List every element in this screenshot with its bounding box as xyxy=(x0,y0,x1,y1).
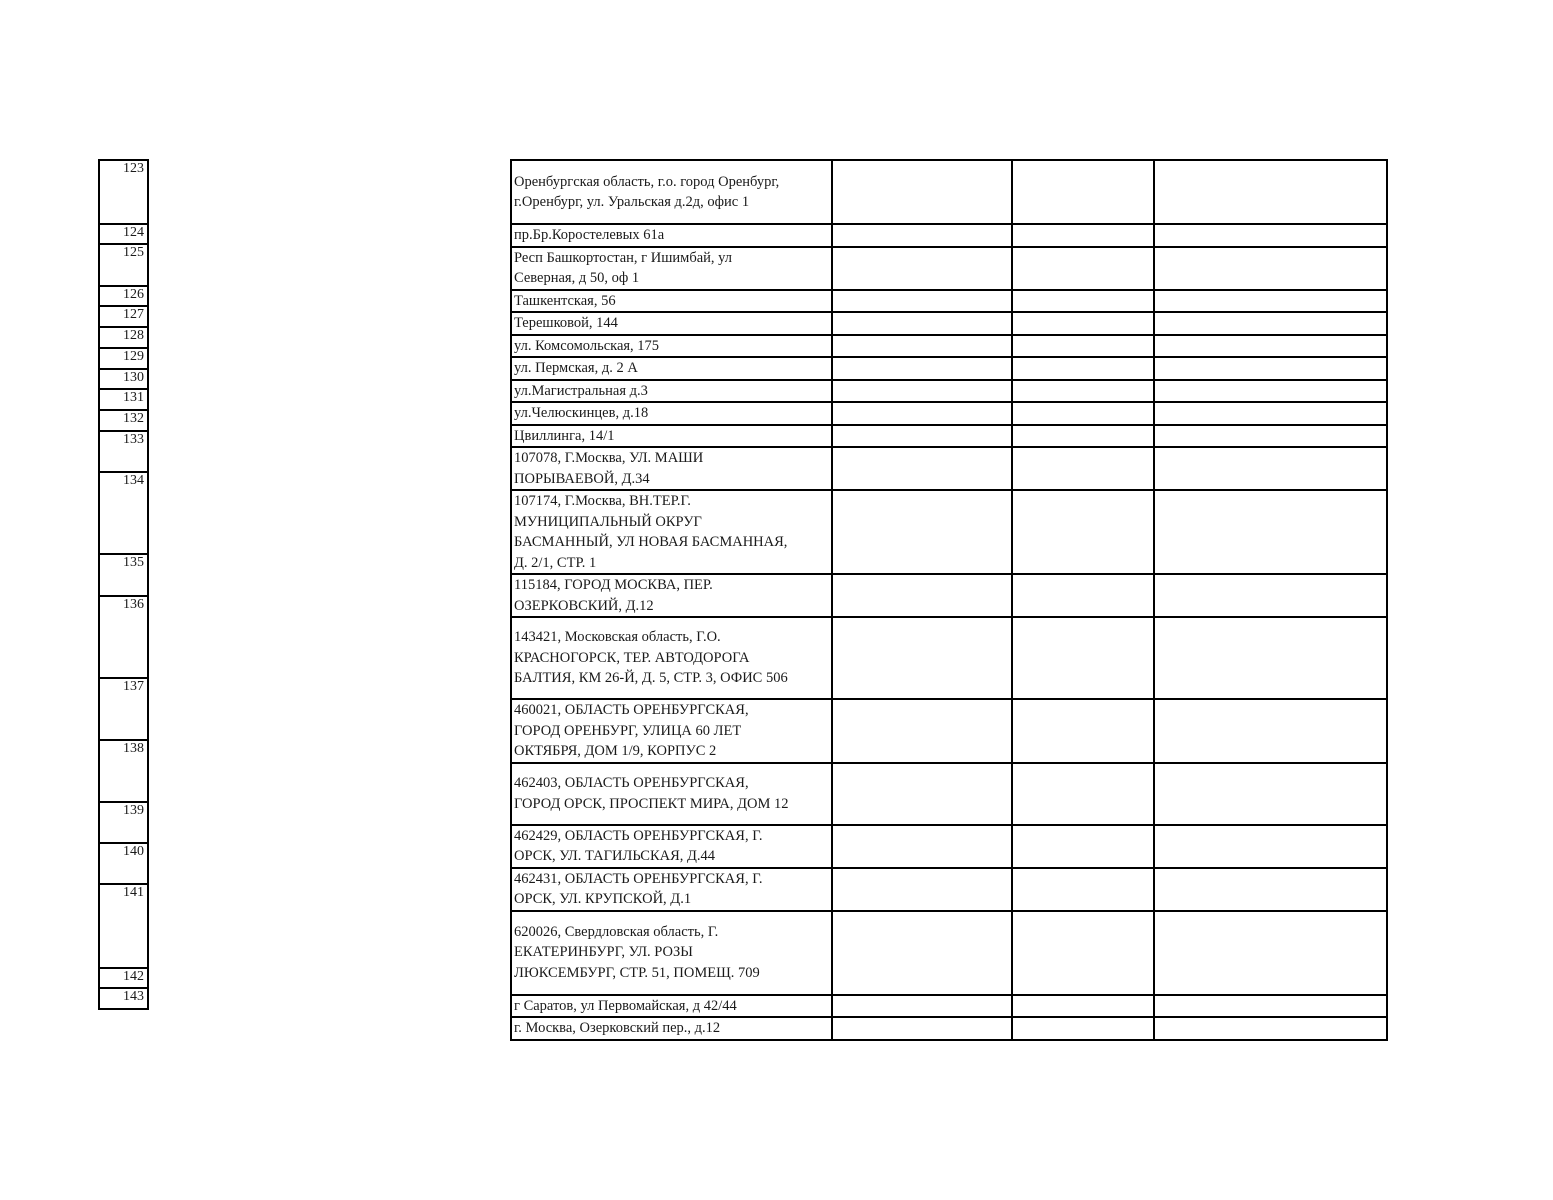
table-row xyxy=(511,868,1387,911)
empty-cell xyxy=(1154,825,1387,868)
address-cell: 620026, Свердловская область, Г. ЕКАТЕРИНБУРГ, УЛ. РОЗЫ ЛЮКСЕМБУРГ, СТР. 51, ПОМЕЩ. 709 xyxy=(511,911,832,995)
table-row xyxy=(511,224,1387,247)
empty-cell xyxy=(1154,617,1387,699)
empty-cell xyxy=(1012,447,1154,490)
empty-cell xyxy=(1012,425,1154,448)
empty-cell xyxy=(1012,699,1154,763)
empty-cell xyxy=(1154,402,1387,425)
empty-cell xyxy=(832,447,1012,490)
table-row xyxy=(511,574,1387,617)
empty-cell xyxy=(1154,699,1387,763)
empty-cell xyxy=(1012,402,1154,425)
address-cell: пр.Бр.Коростелевых 61а xyxy=(511,224,832,247)
table-row xyxy=(511,402,1387,425)
empty-cell xyxy=(832,490,1012,574)
address-cell: 107078, Г.Москва, УЛ. МАШИ ПОРЫВАЕВОЙ, Д.34 xyxy=(511,447,832,490)
empty-cell xyxy=(832,357,1012,380)
address-cell: 462429, ОБЛАСТЬ ОРЕНБУРГСКАЯ, Г. ОРСК, УЛ. ТАГИЛЬСКАЯ, Д.44 xyxy=(511,825,832,868)
table-row xyxy=(511,490,1387,574)
row-number: 131 xyxy=(99,389,148,410)
row-number: 126 xyxy=(99,286,148,306)
empty-cell xyxy=(832,763,1012,825)
address-table xyxy=(510,159,1388,1041)
empty-cell xyxy=(832,868,1012,911)
empty-cell xyxy=(1012,224,1154,247)
empty-cell xyxy=(832,224,1012,247)
table-row xyxy=(511,335,1387,358)
empty-cell xyxy=(832,617,1012,699)
row-number: 136 xyxy=(99,596,148,678)
empty-cell xyxy=(1154,224,1387,247)
empty-cell xyxy=(832,1017,1012,1040)
empty-cell xyxy=(832,699,1012,763)
empty-cell xyxy=(832,425,1012,448)
row-number: 138 xyxy=(99,740,148,802)
table-row xyxy=(511,357,1387,380)
empty-cell xyxy=(832,312,1012,335)
table-row xyxy=(511,247,1387,290)
row-number: 128 xyxy=(99,327,148,348)
empty-cell xyxy=(1012,312,1154,335)
address-cell: 460021, ОБЛАСТЬ ОРЕНБУРГСКАЯ, ГОРОД ОРЕНБУРГ, УЛИЦА 60 ЛЕТ ОКТЯБРЯ, ДОМ 1/9, КОРПУС 2 xyxy=(511,699,832,763)
empty-cell xyxy=(1154,247,1387,290)
empty-cell xyxy=(1012,1017,1154,1040)
table-row xyxy=(511,825,1387,868)
empty-cell xyxy=(1154,335,1387,358)
empty-cell xyxy=(1154,995,1387,1018)
empty-cell xyxy=(1012,574,1154,617)
table-row xyxy=(511,617,1387,699)
table-row xyxy=(511,160,1387,224)
address-cell: Оренбургская область, г.о. город Оренбург, г.Оренбург, ул. Уральская д.2д, офис 1 xyxy=(511,160,832,224)
empty-cell xyxy=(832,574,1012,617)
address-cell: 143421, Московская область, Г.О. КРАСНОГОРСК, ТЕР. АВТОДОРОГА БАЛТИЯ, КМ 26-Й, Д. 5, СТР. 3, ОФИС 506 xyxy=(511,617,832,699)
empty-cell xyxy=(832,160,1012,224)
table-row xyxy=(511,425,1387,448)
table-row xyxy=(511,447,1387,490)
empty-cell xyxy=(1012,335,1154,358)
row-number: 135 xyxy=(99,554,148,596)
empty-cell xyxy=(1154,290,1387,313)
empty-cell xyxy=(1012,380,1154,403)
empty-cell xyxy=(1154,312,1387,335)
row-number: 124 xyxy=(99,224,148,244)
empty-cell xyxy=(1012,825,1154,868)
empty-cell xyxy=(1154,447,1387,490)
table-row xyxy=(511,1017,1387,1040)
row-number: 130 xyxy=(99,369,148,389)
table-row xyxy=(511,380,1387,403)
empty-cell xyxy=(1154,380,1387,403)
address-cell: Терешковой, 144 xyxy=(511,312,832,335)
address-cell: Цвиллинга, 14/1 xyxy=(511,425,832,448)
address-cell: 462403, ОБЛАСТЬ ОРЕНБУРГСКАЯ, ГОРОД ОРСК, ПРОСПЕКТ МИРА, ДОМ 12 xyxy=(511,763,832,825)
row-number: 133 xyxy=(99,431,148,472)
row-number: 127 xyxy=(99,306,148,327)
empty-cell xyxy=(1154,357,1387,380)
table-row xyxy=(511,290,1387,313)
empty-cell xyxy=(1012,911,1154,995)
row-number: 125 xyxy=(99,244,148,286)
empty-cell xyxy=(832,995,1012,1018)
empty-cell xyxy=(1154,763,1387,825)
address-cell: 115184, ГОРОД МОСКВА, ПЕР. ОЗЕРКОВСКИЙ, Д.12 xyxy=(511,574,832,617)
empty-cell xyxy=(832,380,1012,403)
empty-cell xyxy=(1154,425,1387,448)
empty-cell xyxy=(832,825,1012,868)
address-cell: ул.Магистральная д.3 xyxy=(511,380,832,403)
empty-cell xyxy=(1154,574,1387,617)
empty-cell xyxy=(1154,160,1387,224)
row-number: 123 xyxy=(99,160,148,224)
empty-cell xyxy=(1154,1017,1387,1040)
table-row xyxy=(511,763,1387,825)
empty-cell xyxy=(1012,617,1154,699)
row-number: 139 xyxy=(99,802,148,843)
address-cell: Ташкентская, 56 xyxy=(511,290,832,313)
address-cell: ул. Комсомольская, 175 xyxy=(511,335,832,358)
empty-cell xyxy=(832,247,1012,290)
empty-cell xyxy=(832,335,1012,358)
empty-cell xyxy=(1154,911,1387,995)
empty-cell xyxy=(1012,995,1154,1018)
address-cell: г Саратов, ул Первомайская, д 42/44 xyxy=(511,995,832,1018)
row-number: 132 xyxy=(99,410,148,431)
empty-cell xyxy=(1154,490,1387,574)
address-cell: ул.Челюскинцев, д.18 xyxy=(511,402,832,425)
empty-cell xyxy=(832,290,1012,313)
row-number: 134 xyxy=(99,472,148,554)
row-number: 137 xyxy=(99,678,148,740)
empty-cell xyxy=(1012,247,1154,290)
address-cell: г. Москва, Озерковский пер., д.12 xyxy=(511,1017,832,1040)
address-cell: 107174, Г.Москва, ВН.ТЕР.Г. МУНИЦИПАЛЬНЫЙ ОКРУГ БАСМАННЫЙ, УЛ НОВАЯ БАСМАННАЯ, Д. 2/1, СТР. 1 xyxy=(511,490,832,574)
empty-cell xyxy=(1012,357,1154,380)
empty-cell xyxy=(1154,868,1387,911)
table-row xyxy=(511,995,1387,1018)
row-number: 141 xyxy=(99,884,148,968)
row-number: 140 xyxy=(99,843,148,884)
empty-cell xyxy=(832,911,1012,995)
row-number-column xyxy=(98,159,149,1010)
empty-cell xyxy=(1012,490,1154,574)
address-cell: 462431, ОБЛАСТЬ ОРЕНБУРГСКАЯ, Г. ОРСК, УЛ. КРУПСКОЙ, Д.1 xyxy=(511,868,832,911)
empty-cell xyxy=(1012,868,1154,911)
row-number: 129 xyxy=(99,348,148,369)
address-cell: Респ Башкортостан, г Ишимбай, ул Северная, д 50, оф 1 xyxy=(511,247,832,290)
empty-cell xyxy=(832,402,1012,425)
table-row xyxy=(511,312,1387,335)
table-row xyxy=(511,911,1387,995)
address-cell: ул. Пермская, д. 2 А xyxy=(511,357,832,380)
table-row xyxy=(511,699,1387,763)
empty-cell xyxy=(1012,290,1154,313)
empty-cell xyxy=(1012,160,1154,224)
row-number: 142 xyxy=(99,968,148,988)
row-number: 143 xyxy=(99,988,148,1009)
empty-cell xyxy=(1012,763,1154,825)
